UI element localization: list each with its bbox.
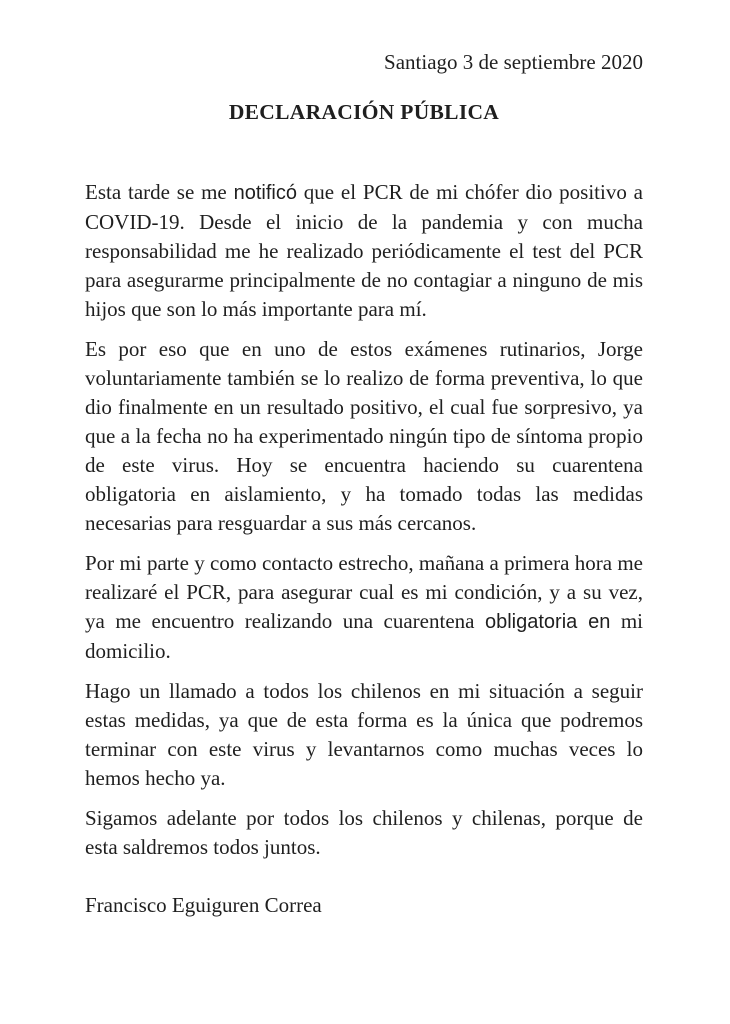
paragraph-3 — [85, 549, 643, 666]
text-run: que el PCR de mi chófer dio positivo a COVID-19. Desde el inicio de la pandemia y con mucha responsabilidad me he realizado periódicamente el test del PCR para asegurarme principalmente de no contagiar a ninguno de mis hijos que son lo más importante para mí. — [85, 180, 643, 321]
text-run: Esta tarde se me — [85, 180, 234, 204]
paragraph-1 — [85, 178, 643, 324]
document-body — [85, 178, 643, 862]
text-run: mi domicilio. — [85, 609, 643, 663]
text-run: obligatoria en — [484, 611, 611, 633]
text-run: notificó — [233, 182, 297, 204]
text-run: Hago un llamado a todos los chilenos en mi situación a seguir estas medidas, ya que de esta forma es la única que podremos terminar con este virus y levantarnos como muchas veces lo hemos hecho ya. — [85, 679, 643, 790]
date-line: Santiago 3 de septiembre 2020 — [384, 50, 643, 74]
signature-name: Francisco Eguiguren Correa — [85, 893, 322, 917]
text-run: Es por eso que en uno de estos exámenes rutinarios, Jorge voluntariamente también se lo realizo de forma preventiva, lo que dio finalmente en un resultado positivo, el cual fue sorpresivo, ya que a la fecha no ha experimentado ningún tipo de síntoma propio de este virus. Hoy se encuentra haciendo su cuarentena obligatoria en aislamiento, y ha tomado todas las medidas necesarias para resguardar a sus más cercanos. — [85, 337, 643, 535]
document-title: DECLARACIÓN PÚBLICA — [228, 100, 500, 124]
text-run: Sigamos adelante por todos los chilenos y chilenas, porque de esta saldremos todos juntos. — [85, 806, 643, 859]
paragraph-4 — [85, 677, 643, 793]
text-run: Por mi parte y como contacto estrecho, mañana a primera hora me realizaré el PCR, para asegurar cual es mi condición, y a su vez, ya me encuentro realizando una cuarentena — [85, 551, 643, 633]
paragraph-2 — [85, 335, 643, 538]
paragraph-5 — [85, 804, 643, 862]
